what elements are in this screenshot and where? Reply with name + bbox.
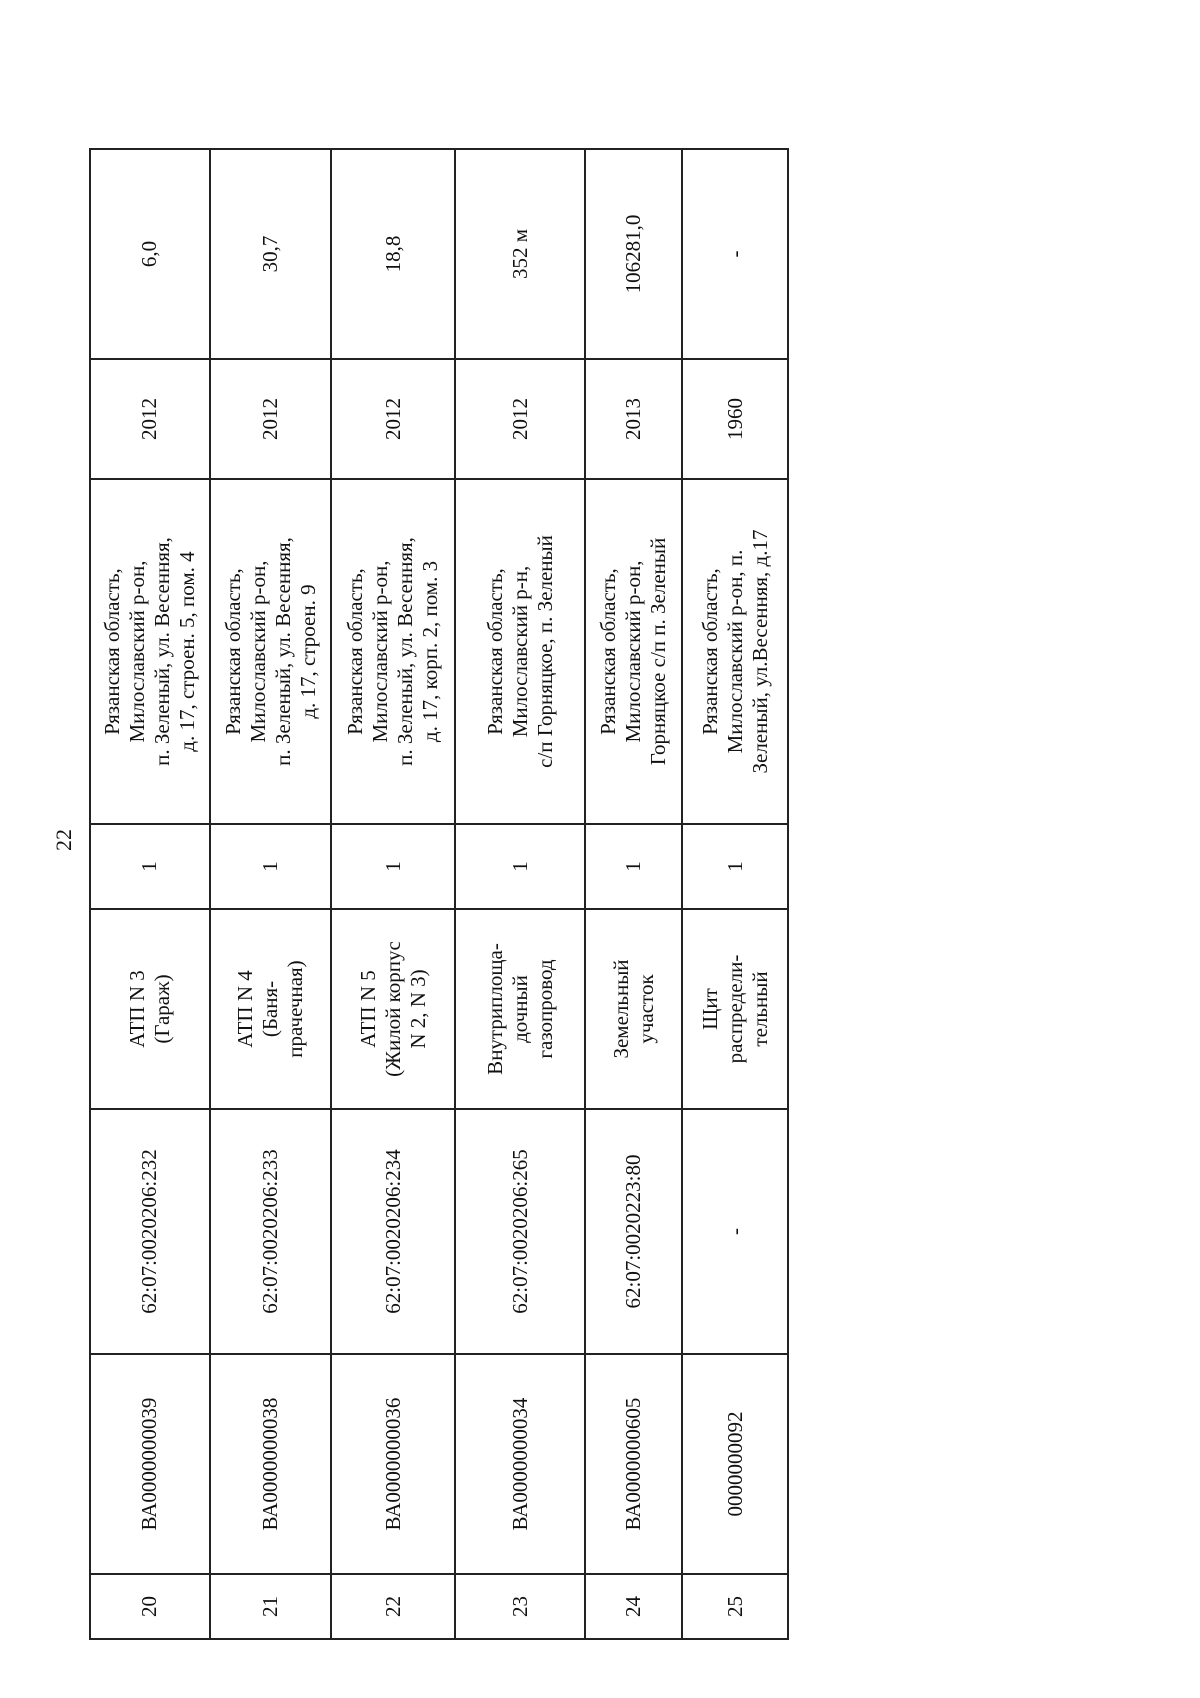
row-number: 22 bbox=[331, 1574, 455, 1639]
quantity: 1 bbox=[331, 824, 455, 909]
year: 2012 bbox=[331, 359, 455, 479]
object-name: Земельный участок bbox=[585, 909, 682, 1109]
area-value: 106281,0 bbox=[585, 149, 682, 359]
inventory-number: ВА0000000034 bbox=[455, 1354, 585, 1574]
object-name: Внутриплоща- дочный газопровод bbox=[455, 909, 585, 1109]
cadastral-number: 62:07:0020206:233 bbox=[210, 1109, 332, 1354]
quantity: 1 bbox=[682, 824, 788, 909]
address: Рязанская область, Милославский р-н, с/п Горняцкое, п. Зеленый bbox=[455, 479, 585, 824]
cadastral-number: - bbox=[682, 1109, 788, 1354]
quantity: 1 bbox=[210, 824, 332, 909]
address: Рязанская область, Милославский р-он, Горняцкое с/п п. Зеленый bbox=[585, 479, 682, 824]
table-row bbox=[682, 149, 788, 1639]
rotated-table-wrapper bbox=[89, 150, 789, 1640]
address: Рязанская область, Милославский р-он, п. Зеленый, ул. Весенняя, д. 17, строен. 5, пом. 4 bbox=[90, 479, 210, 824]
inventory-number: ВА0000000036 bbox=[331, 1354, 455, 1574]
object-name: АТП N 5 (Жилой корпус N 2, N 3) bbox=[331, 909, 455, 1109]
inventory-number: ВА0000000038 bbox=[210, 1354, 332, 1574]
quantity: 1 bbox=[90, 824, 210, 909]
area-value: 18,8 bbox=[331, 149, 455, 359]
object-name: АТП N 4 (Баня- прачечная) bbox=[210, 909, 332, 1109]
cadastral-number: 62:07:0020223:80 bbox=[585, 1109, 682, 1354]
cadastral-number: 62:07:0020206:234 bbox=[331, 1109, 455, 1354]
inventory-number: 0000000092 bbox=[682, 1354, 788, 1574]
address: Рязанская область, Милославский р-он, п. Зеленый, ул.Весенняя, д.17 bbox=[682, 479, 788, 824]
quantity: 1 bbox=[585, 824, 682, 909]
area-value: 30,7 bbox=[210, 149, 332, 359]
area-value: 6,0 bbox=[90, 149, 210, 359]
object-name: АТП N 3 (Гараж) bbox=[90, 909, 210, 1109]
address: Рязанская область, Милославский р-он, п. Зеленый, ул. Весенняя, д. 17, корп. 2, пом. 3 bbox=[331, 479, 455, 824]
table-row bbox=[210, 149, 332, 1639]
row-number: 25 bbox=[682, 1574, 788, 1639]
cadastral-number: 62:07:0020206:265 bbox=[455, 1109, 585, 1354]
object-name: Щит распредели- тельный bbox=[682, 909, 788, 1109]
cadastral-number: 62:07:0020206:232 bbox=[90, 1109, 210, 1354]
property-table bbox=[89, 148, 789, 1640]
year: 2012 bbox=[210, 359, 332, 479]
row-number: 21 bbox=[210, 1574, 332, 1639]
year: 1960 bbox=[682, 359, 788, 479]
area-value: 352 м bbox=[455, 149, 585, 359]
row-number: 24 bbox=[585, 1574, 682, 1639]
page-number: 22 bbox=[51, 829, 76, 851]
table-row bbox=[90, 149, 210, 1639]
table-row bbox=[331, 149, 455, 1639]
inventory-number: ВА0000000605 bbox=[585, 1354, 682, 1574]
row-number: 20 bbox=[90, 1574, 210, 1639]
inventory-number: ВА0000000039 bbox=[90, 1354, 210, 1574]
year: 2012 bbox=[455, 359, 585, 479]
table-row bbox=[455, 149, 585, 1639]
year: 2012 bbox=[90, 359, 210, 479]
area-value: - bbox=[682, 149, 788, 359]
table-row bbox=[585, 149, 682, 1639]
row-number: 23 bbox=[455, 1574, 585, 1639]
address: Рязанская область, Милославский р-он, п. Зеленый, ул. Весенняя, д. 17, строен. 9 bbox=[210, 479, 332, 824]
quantity: 1 bbox=[455, 824, 585, 909]
year: 2013 bbox=[585, 359, 682, 479]
